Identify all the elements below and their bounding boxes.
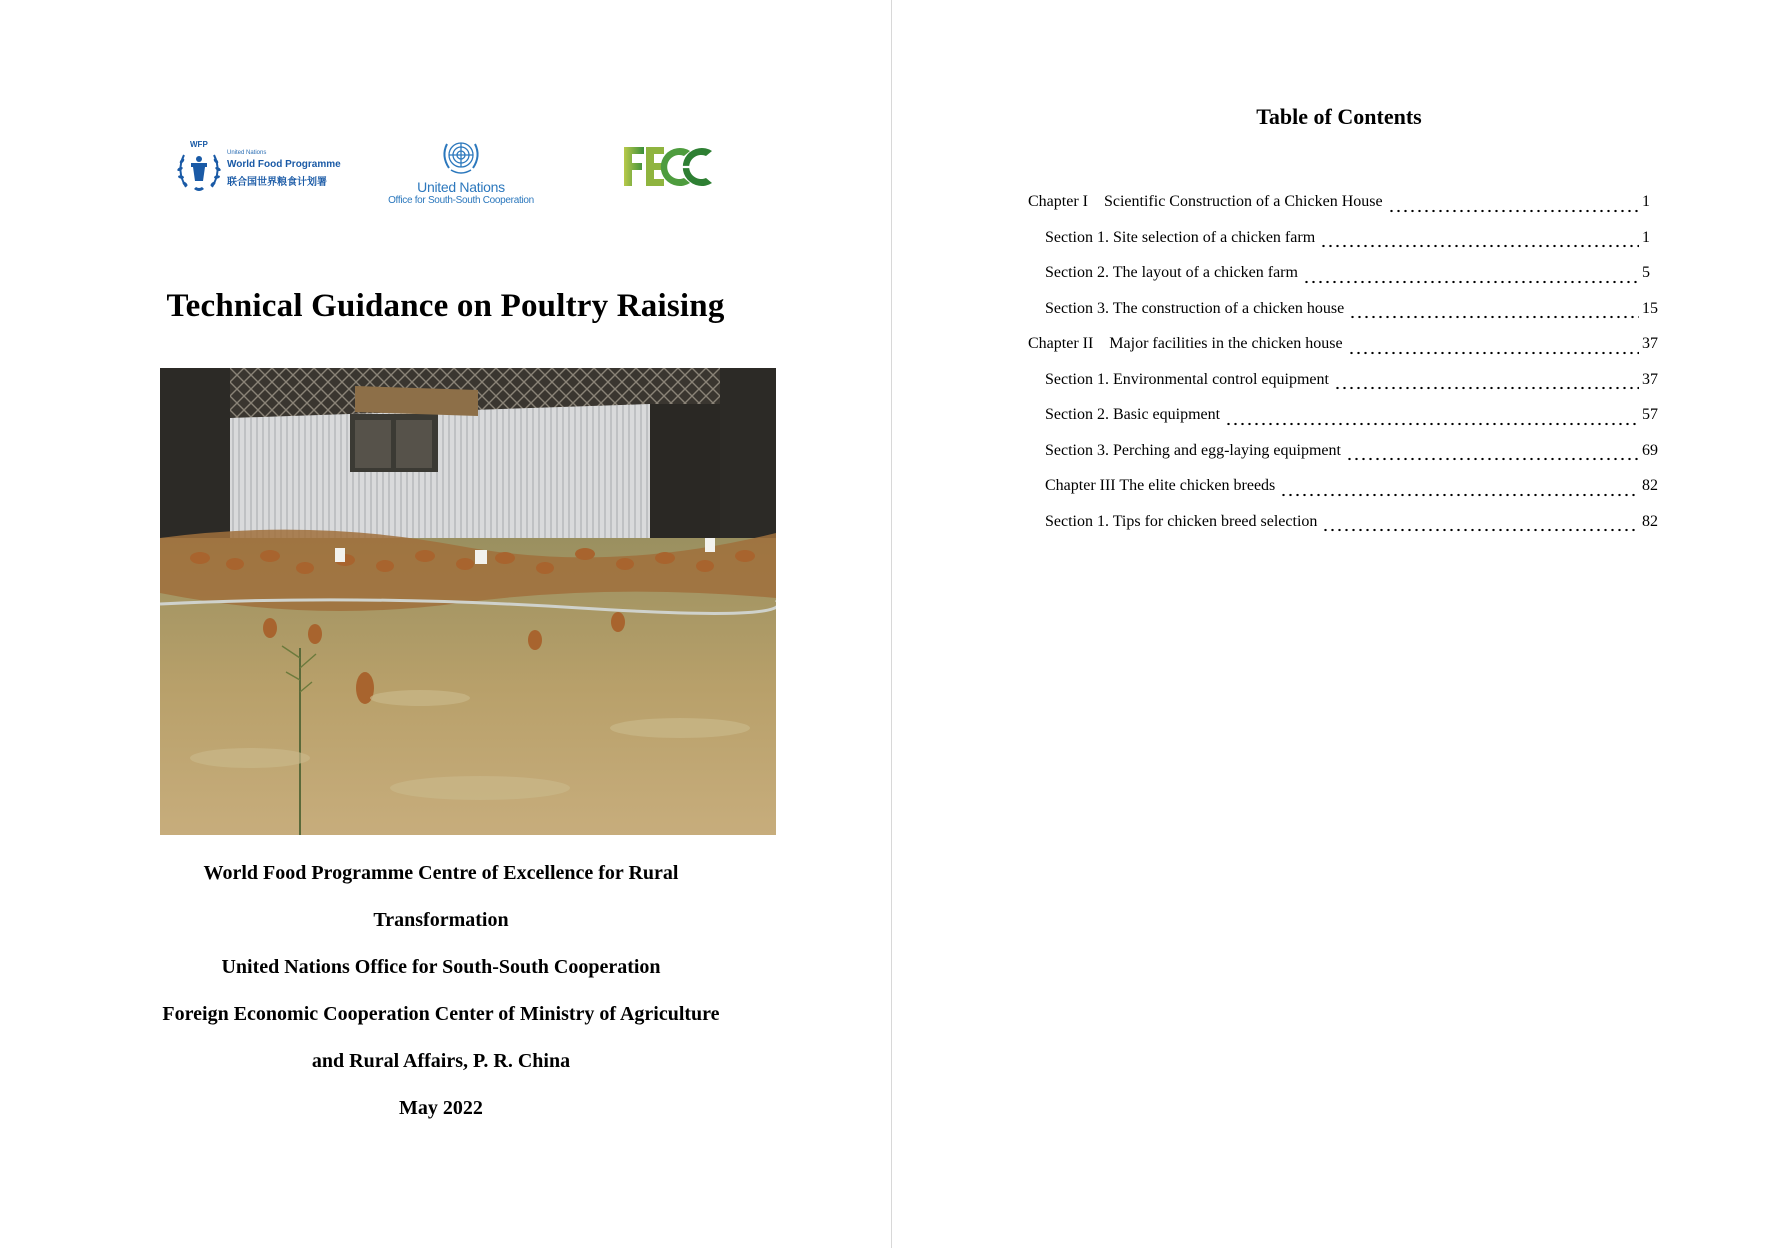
un-name: United Nations bbox=[417, 179, 505, 195]
toc-leader-dots bbox=[1388, 209, 1639, 213]
org-line: United Nations Office for South-South Cooperation bbox=[221, 956, 661, 978]
toc-leader-dots bbox=[1334, 386, 1639, 390]
toc-entry-page: 82 bbox=[1642, 477, 1658, 494]
toc-entry-label: Section 1. Environmental control equipment bbox=[1045, 370, 1329, 388]
toc-entry-page: 1 bbox=[1642, 228, 1650, 246]
toc-list bbox=[1028, 193, 1658, 548]
wfp-org-small: United Nations bbox=[227, 150, 267, 156]
toc-leader-dots bbox=[1349, 315, 1639, 319]
wfp-name-cn: 联合国世界粮食计划署 bbox=[227, 177, 327, 188]
toc-entry-chapter[interactable] bbox=[1028, 477, 1658, 513]
toc-entry-label: Section 3. The construction of a chicken house bbox=[1045, 299, 1345, 317]
wfp-logo bbox=[174, 141, 344, 195]
toc-entry-label: Chapter II Major facilities in the chicken house bbox=[1028, 335, 1343, 352]
org-line: World Food Programme Centre of Excellence for Rural bbox=[203, 862, 679, 884]
wfp-name: World Food Programme bbox=[227, 159, 341, 170]
toc-title: Table of Contents bbox=[1256, 104, 1422, 129]
toc-entry-label: Section 1. Site selection of a chicken farm bbox=[1045, 228, 1316, 246]
org-line: and Rural Affairs, P. R. China bbox=[311, 1050, 571, 1072]
toc-entry-page: 57 bbox=[1642, 406, 1658, 423]
toc-entry-label: Section 1. Tips for chicken breed selection bbox=[1045, 512, 1318, 530]
wfp-wreath-icon bbox=[174, 141, 224, 195]
toc-entry-page: 69 bbox=[1642, 441, 1658, 459]
cover-page bbox=[0, 0, 891, 1248]
toc-entry-page: 37 bbox=[1642, 335, 1658, 352]
org-line: Transformation bbox=[373, 909, 509, 931]
toc-leader-dots bbox=[1320, 244, 1639, 248]
toc-entry-section[interactable] bbox=[1028, 371, 1658, 407]
toc-entry-page: 5 bbox=[1642, 264, 1650, 281]
toc-entry-label: Chapter III The elite chicken breeds bbox=[1045, 477, 1276, 494]
toc-leader-dots bbox=[1348, 351, 1639, 355]
org-line: Foreign Economic Cooperation Center of Ministry of Agriculture bbox=[162, 1003, 720, 1025]
toc-leader-dots bbox=[1322, 528, 1639, 532]
toc-entry-page: 37 bbox=[1642, 370, 1658, 388]
toc-entry-section[interactable] bbox=[1028, 300, 1658, 336]
toc-entry-label: Chapter I Scientific Construction of a Chicken House bbox=[1028, 193, 1383, 210]
toc-entry-label: Section 2. Basic equipment bbox=[1045, 406, 1221, 423]
toc-entry-label: Section 2. The layout of a chicken farm bbox=[1045, 264, 1298, 281]
toc-entry-label: Section 3. Perching and egg-laying equipment bbox=[1045, 441, 1341, 459]
toc-entry-section[interactable] bbox=[1028, 406, 1658, 442]
publication-date: May 2022 bbox=[399, 1097, 483, 1119]
toc-entry-section[interactable] bbox=[1028, 264, 1658, 300]
un-office: Office for South-South Cooperation bbox=[388, 195, 534, 206]
chicken-farm-photo bbox=[160, 368, 776, 835]
fecc-logo bbox=[620, 141, 720, 193]
toc-leader-dots bbox=[1303, 280, 1639, 284]
organization-list bbox=[100, 858, 782, 1140]
toc-entry-section[interactable] bbox=[1028, 229, 1658, 265]
unossc-logo bbox=[388, 136, 534, 212]
wfp-acronym: WFP bbox=[190, 140, 208, 149]
toc-entry-page: 82 bbox=[1642, 512, 1658, 530]
toc-entry-chapter[interactable] bbox=[1028, 335, 1658, 371]
toc-entry-section[interactable] bbox=[1028, 442, 1658, 478]
toc-entry-section[interactable] bbox=[1028, 513, 1658, 549]
fecc-mark-icon bbox=[620, 141, 720, 193]
toc-entry-chapter[interactable] bbox=[1028, 193, 1658, 229]
toc-leader-dots bbox=[1280, 493, 1639, 497]
toc-entry-page: 1 bbox=[1642, 193, 1650, 210]
toc-leader-dots bbox=[1346, 457, 1639, 461]
cover-photo bbox=[160, 368, 776, 835]
un-emblem-icon bbox=[437, 136, 485, 178]
toc-page bbox=[892, 0, 1786, 1248]
toc-entry-page: 15 bbox=[1642, 299, 1658, 317]
document-title: Technical Guidance on Poultry Raising bbox=[166, 288, 725, 324]
toc-leader-dots bbox=[1225, 422, 1639, 426]
